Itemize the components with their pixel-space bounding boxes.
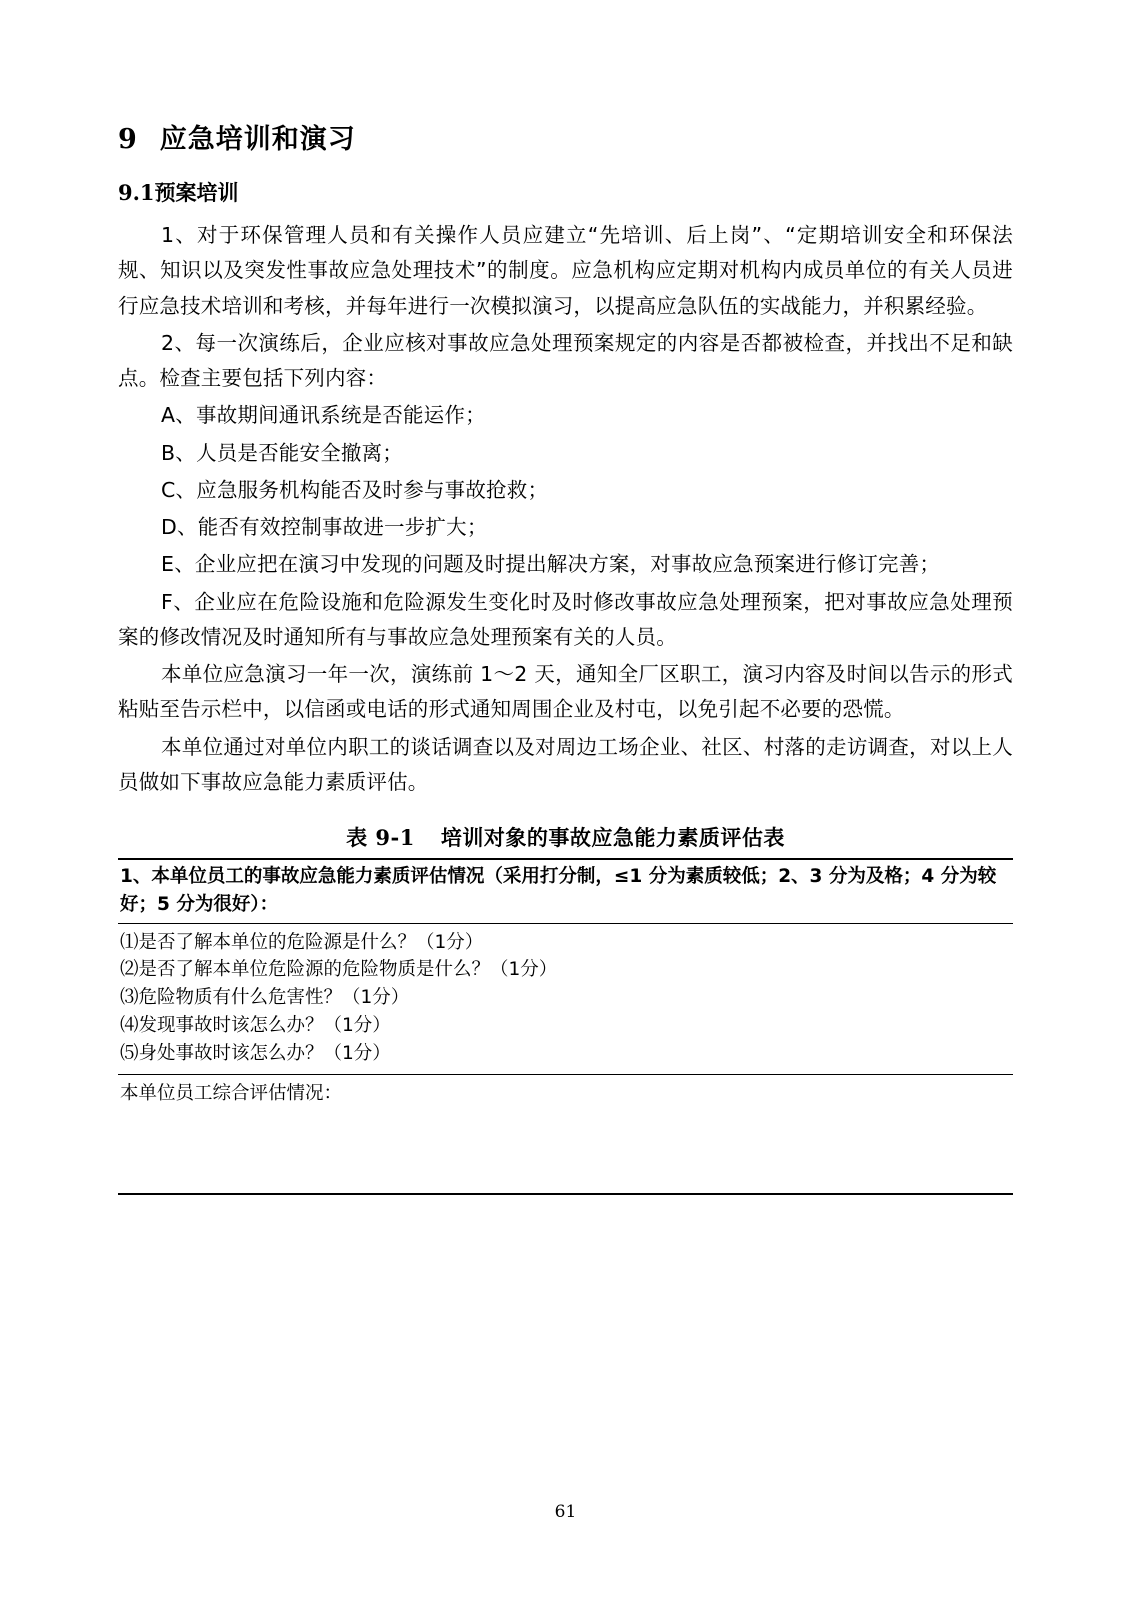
page-title [118, 120, 1013, 161]
paragraph-item-d: D、能否有效控制事故进一步扩大； [161, 515, 488, 539]
table-caption [118, 822, 1013, 852]
table-summary-cell: 本单位员工综合评估情况： [120, 1082, 343, 1104]
section-subheading: 9.1预案培训 [118, 179, 239, 205]
paragraph-item-f: F、企业应在危险设施和危险源发生变化时及时修改事故应急处理预案，把对事故应急处理预案的修改情况及时通知所有与事故应急处理预案有关的人员。 [118, 589, 1013, 649]
table-items-row [118, 923, 1013, 1074]
paragraph-2: 2、每一次演练后，企业应核对事故应急处理预案规定的内容是否都被检查，并找出不足和缺点。检查主要包括下列内容： [118, 330, 1013, 390]
paragraph-drill-notice: 本单位应急演习一年一次，演练前 1～2 天，通知全厂区职工，演习内容及时间以告示的形式粘贴至告示栏中，以信函或电话的形式通知周围企业及村屯，以免引起不必要的恐慌。 [118, 662, 1013, 722]
list-item: ⑵是否了解本单位危险源的危险物质是什么？（1分） [120, 959, 558, 981]
paragraph-item-e: E、企业应把在演习中发现的问题及时提出解决方案，对事故应急预案进行修订完善； [161, 552, 941, 577]
page-title-text: 应急培训和演习 [159, 124, 356, 155]
list-item: ⑸身处事故时该怎么办？（1分） [120, 1042, 391, 1064]
assessment-table [118, 858, 1013, 1115]
footer-divider [118, 1193, 1013, 1195]
table-caption-text: 培训对象的事故应急能力素质评估表 [440, 825, 785, 850]
paragraph-survey: 本单位通过对单位内职工的谈话调查以及对周边工场企业、社区、村落的走访调查，对以上人员做如下事故应急能力素质评估。 [118, 734, 1013, 794]
page-title-number: 9 [118, 124, 138, 155]
page-number: 61 [554, 1502, 577, 1522]
list-item: ⑶危险物质有什么危害性？（1分） [120, 987, 410, 1009]
table-header-cell: 1、本单位员工的事故应急能力素质评估情况（采用打分制，≤1 分为素质较低；2、3 分为及格；4 分为较好；5 分为很好）： [118, 859, 1013, 923]
table-header-row [118, 859, 1013, 923]
list-item: ⑴是否了解本单位的危险源是什么？（1分） [120, 931, 484, 953]
table-label: 表 9-1 [346, 825, 415, 850]
paragraph-item-b: B、人员是否能安全撤离； [161, 440, 404, 465]
paragraph-item-a: A、事故期间通讯系统是否能运作； [161, 403, 486, 428]
paragraph-1: 1、对于环保管理人员和有关操作人员应建立“先培训、后上岗”、“定期培训安全和环保法规、知识以及突发性事故应急处理技术”的制度。应急机构应定期对机构内成员单位的有关人员进行应急技术培训和考核，并每年进行一次模拟演习，以提高应急队伍的实战能力，并积累经验。 [118, 223, 1013, 318]
table-summary-row [118, 1074, 1013, 1115]
paragraph-item-c: C、应急服务机构能否及时参与事故抢救； [161, 477, 549, 502]
list-item: ⑷发现事故时该怎么办？（1分） [120, 1014, 391, 1036]
